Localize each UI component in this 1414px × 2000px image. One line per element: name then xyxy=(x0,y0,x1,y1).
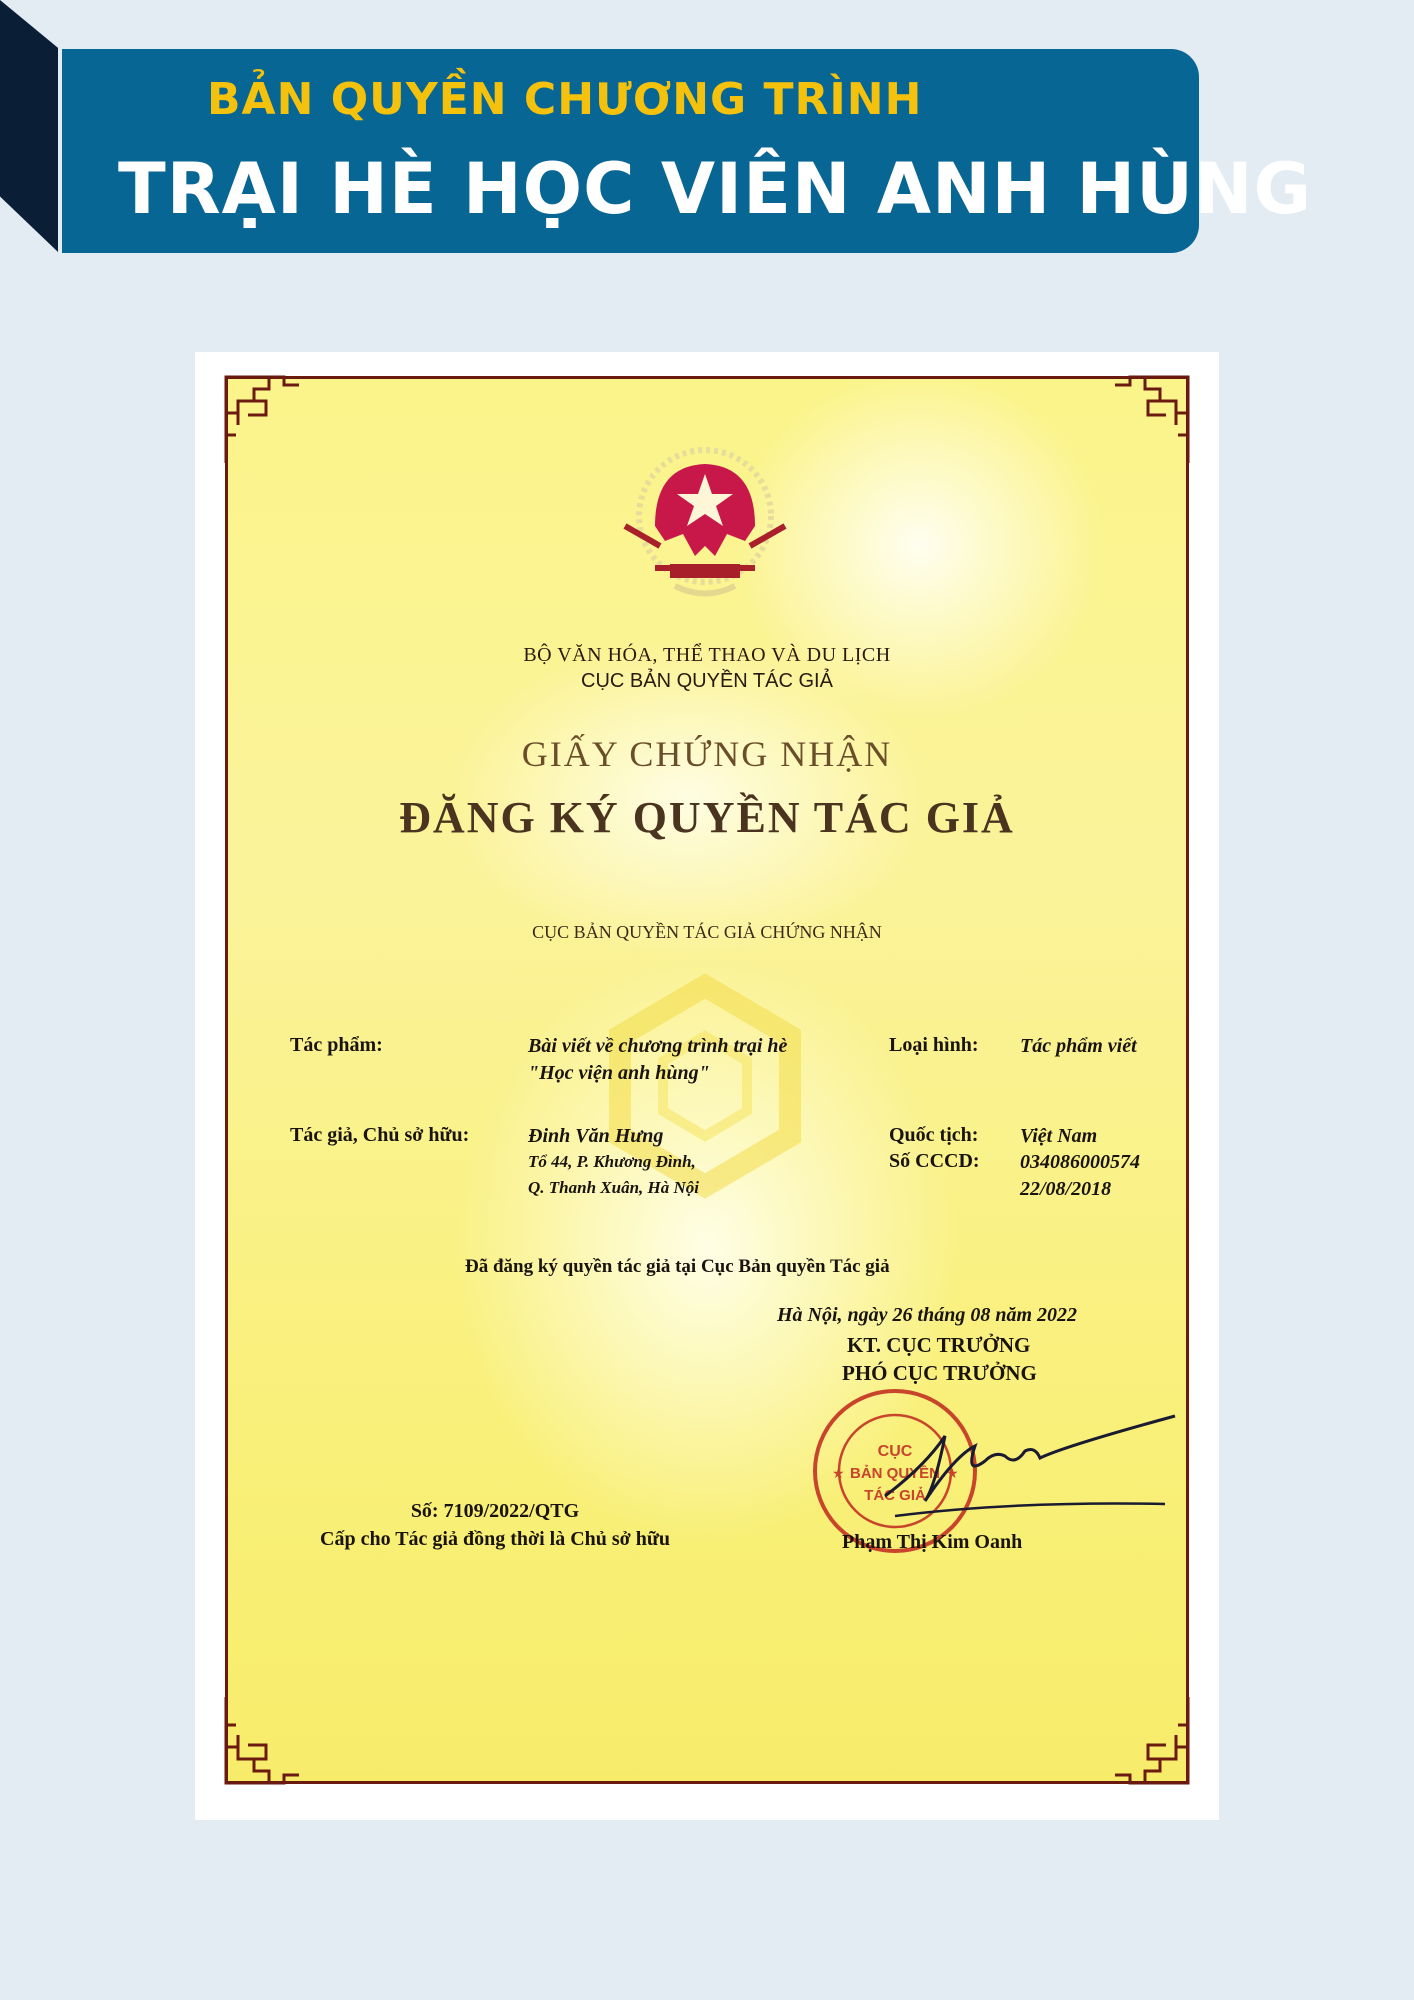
ornament-corner-icon xyxy=(1100,375,1190,465)
ornament-corner-icon xyxy=(224,1695,314,1785)
signer-title-line2: PHÓ CỤC TRƯỞNG xyxy=(842,1361,1037,1385)
issued-to: Cấp cho Tác giả đồng thời là Chủ sở hữu xyxy=(320,1528,670,1550)
banner-title: TRẠI HÈ HỌC VIÊN ANH HÙNG xyxy=(118,148,1313,230)
nationality-label: Quốc tịch: xyxy=(889,1124,979,1146)
issue-date: Hà Nội, ngày 26 tháng 08 năm 2022 xyxy=(777,1304,1078,1326)
national-emblem-icon xyxy=(615,446,795,606)
signature-icon xyxy=(865,1406,1185,1526)
certificate-number: Số: 7109/2022/QTG xyxy=(410,1500,580,1522)
type-value: Tác phẩm viết xyxy=(1020,1035,1137,1057)
author-address-line1: Tổ 44, P. Khương Đình, xyxy=(528,1152,696,1171)
svg-text:BẢN QUYỀN: BẢN QUYỀN xyxy=(849,1465,941,1482)
signer-title-line1: KT. CỤC TRƯỞNG xyxy=(847,1333,1031,1357)
work-value-line1: Bài viết về chương trình trại hè xyxy=(528,1035,788,1057)
nationality-value: Việt Nam xyxy=(1020,1125,1098,1147)
id-value: 034086000574 xyxy=(1020,1151,1140,1173)
ministry-name: BỘ VĂN HÓA, THỂ THAO VÀ DU LỊCH xyxy=(523,644,891,666)
author-name: Đinh Văn Hưng xyxy=(528,1125,664,1147)
svg-text:★: ★ xyxy=(832,1465,845,1481)
work-label: Tác phẩm: xyxy=(290,1034,383,1056)
author-label: Tác giả, Chủ sở hữu: xyxy=(290,1124,470,1146)
svg-text:TÁC GIẢ: TÁC GIẢ xyxy=(864,1487,926,1504)
work-value-line2: "Học viện anh hùng" xyxy=(528,1062,710,1084)
certificate-image xyxy=(195,352,1219,1820)
type-label: Loại hình: xyxy=(889,1034,979,1056)
banner-subtitle: BẢN QUYỀN CHƯƠNG TRÌNH xyxy=(207,74,923,125)
svg-text:CỤC: CỤC xyxy=(877,1443,913,1460)
id-label: Số CCCD: xyxy=(889,1150,980,1172)
ornament-corner-icon xyxy=(1100,1695,1190,1785)
id-date: 22/08/2018 xyxy=(1020,1178,1112,1200)
signer-name: Phạm Thị Kim Oanh xyxy=(842,1531,1023,1553)
registered-statement: Đã đăng ký quyền tác giả tại Cục Bản quyền Tác giả xyxy=(465,1256,890,1277)
certificate-title-line2: ĐĂNG KÝ QUYỀN TÁC GIẢ xyxy=(399,793,1015,842)
author-address-line2: Q. Thanh Xuân, Hà Nội xyxy=(528,1178,699,1197)
certificate-paper xyxy=(225,376,1189,1784)
department-name: CỤC BẢN QUYỀN TÁC GIẢ xyxy=(581,670,833,692)
ornament-corner-icon xyxy=(224,375,314,465)
certifies-statement: CỤC BẢN QUYỀN TÁC GIẢ CHỨNG NHẬN xyxy=(532,922,882,942)
svg-text:★: ★ xyxy=(946,1465,959,1481)
certificate-title-line1: GIẤY CHỨNG NHẬN xyxy=(521,734,893,774)
banner-side-block xyxy=(0,0,58,252)
